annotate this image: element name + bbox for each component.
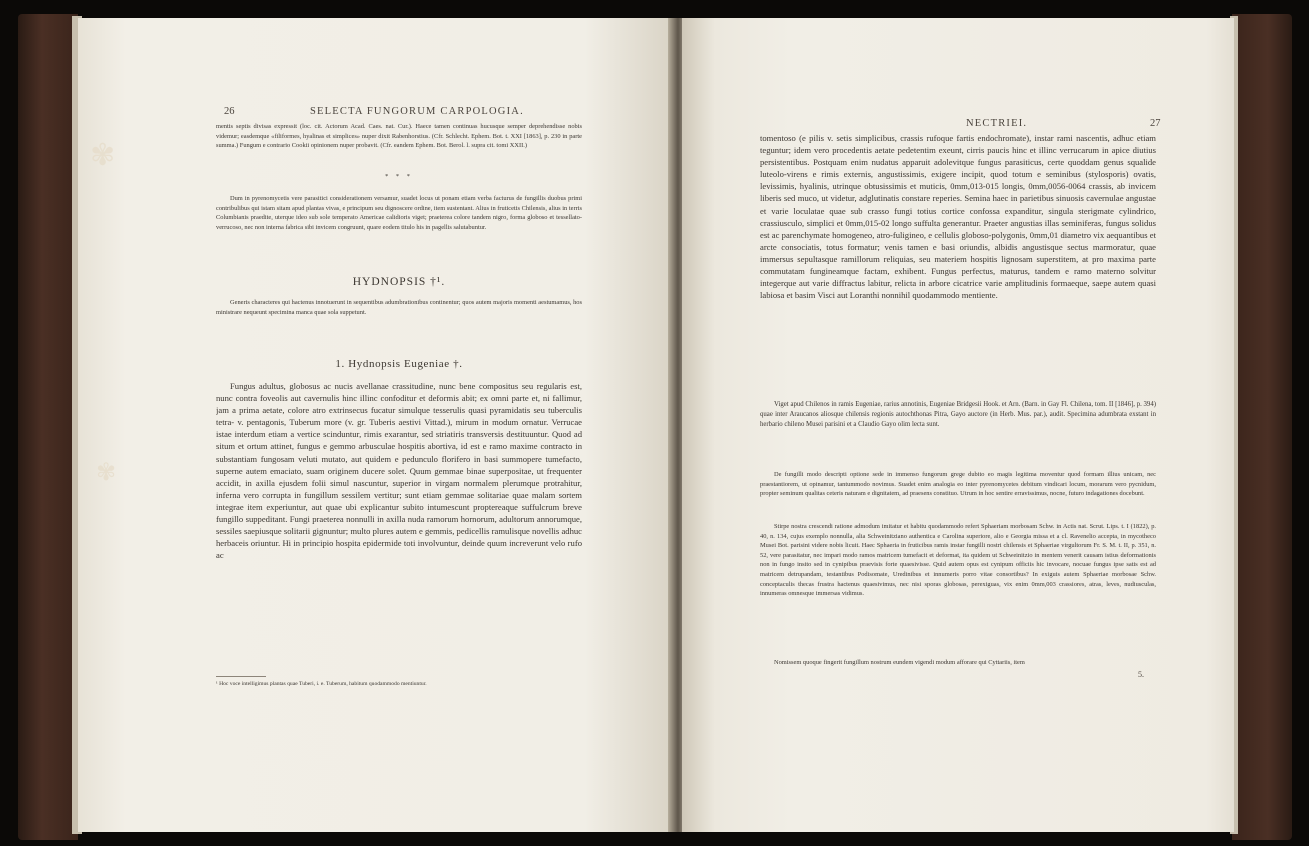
footnote-rule bbox=[216, 676, 266, 677]
running-head: NECTRIEI. bbox=[966, 118, 1028, 129]
right-page bbox=[682, 18, 1234, 832]
foxing-stain-icon: ✾ bbox=[90, 138, 116, 173]
page-number: 27 bbox=[1150, 118, 1161, 129]
species-heading: 1. Hydnopsis Eugeniae †. bbox=[335, 358, 463, 370]
genus-description: Generis characteres qui hactenus innotuerunt in sequentibus adumbrationibus continentur; quos autem majoris momenti aestumamus, hos ministrare nequeunt specimina manca quae sola suppetunt. bbox=[216, 299, 582, 316]
intro-paragraph: mentis septis divisas expressit (loc. cit. Actorum Acad. Caes. nat. Cur.). Haece tamen continuas hucusque semper deprehendisse nobis videmur; easdemque «filiformes, hyalinas et simplices» nuper dixit Rabenhorstius. (Cfr. Schlecht. Ephem. Bot. t. XXI [1863], p. 230 in parte summa.) Fungum e contrario Cookii opinionem nuper probavit. (Cfr. eandem Ephem. Bot. Berol. l. supra cit. tomi XXII.) bbox=[216, 123, 582, 150]
final-line: Nomissem quoque fingerit fungillum nostrum eundem vigendi modum afforare qui Cyttariis, item bbox=[774, 659, 1025, 666]
description-continued: tomentoso (e pilis v. setis simplicibus, crassis rufoque fartis endochromate), instar rami nascentis, adhuc etiam teguntur; idem vero procedentis aetate pedetentim exeunt, cirris paucis hinc et illinc verrucarum in apice diutius persistentibus. Postquam enim nudatus apparuit adolevitque fungus parasiticus, certe quoddam genus squalide luteolo-virens e rimis externis, angustissimis, exigere incipit, quod totum e seminibus (stylosporis) ovatis, levissimis, hyalinis, utrinque obtusissimis et muticis, 0mm,013-015 longis, 0mm,0056-0064 crassis, ab invicem liberis sed muco, ut videtur, adglutinatis constare reperies. Semina haec in parietibus sinuosis cavernulae angustae et varie loculatae quae sub crasso fungi totius cortice confossa expanditur, singula sterigmate cylindrico, crassiusculo, simplici et 0mm,015-02 longo suffulta generantur. Praeter angustias illas seminiferas, fungus solidus est ac parenchymate homogeneo, atro-fuligineo, e cellulis globoso-polygonis, 0mm,01 diametro vix aequantibus et arcte consociatis, totus formatur; venis tamen e basi oriundis, albidis angustisque sectus marmoratur, quae immersus sepultasque ramillorum reliquias, seu materiem hospitis lignosam superstitem, at pro maxima parte commutatam fungineamque factam, exhibent. Fungus perfectus, maturus, tandem e ramo materno solvitur integerque aut varie diffractus labitur, relicta in arbore cicatrice varie amplitudinis formaeque, saepe autem quasi labiosa et basim Visci aut Loranthi nonnihil quodammodo mentiente. bbox=[760, 133, 1156, 301]
footnote: ¹ Hoc voce intelligimus plantas quae Tuberi, i. e. Tuberum, habitum quodammodo mentiuntur. bbox=[216, 681, 427, 687]
left-page bbox=[78, 18, 674, 832]
systematic-remark: De fungilli modo descripti optione sede in immenso fungorum grege dubito eo magis legitima moventur quod formam illius unicam, nec praestantiorem, ut opinamur, tantummodo novimus. Suadet enim analogia eo inter pyrenomycetes debitum vindicari locum, morarum vero pycnidum, propter seminum qualitas ceteris naturam e dignitatem, ad praesens constituo. Utrum in hoc sentire erravissimus, nocne, futuro indagationes docebunt. bbox=[760, 471, 1156, 498]
book-cover-right bbox=[1232, 14, 1292, 840]
running-head: SELECTA FUNGORUM CARPOLOGIA. bbox=[310, 106, 524, 117]
habitat-paragraph: Viget apud Chilenos in ramis Eugeniae, rarius annotinis, Eugeniae Bridgesii Hook. et Arn. (Barn. in Gay Fl. Chilena, tom. II [1846], p. 394) quae inter Araucanos aliosque chilensis regionis autochthonas Pitra, Gayo auctore (in Herb. Mus. par.), audit. Specimina adumbrata exstant in herbario chileno Musei parisini et a Claudio Gayo olim lecta sunt. bbox=[760, 401, 1156, 429]
comparison-paragraph: Stirpe nostra crescendi ratione admodum imitatur et habitu quodammodo refert Sphaeriam morbosam Schw. in Actis nat. Scrut. Lips. t. I (1822), p. 40, n. 134, cujus exemplo nonnulla, alia Schweinitziano authentica e Carolina superiore, alio e Georgia missa et a cl. Ravenelio accepta, in mycotheco Musei Bot. parisini videre nobis licuit. Haec Sphaeria in fruticibus ramis instar fungilli nostri chilensis et Sphaeriae virgultorum Fr. S. M. t. II, p. 351, n. 52, vere parasitatur, nec impari modo ramos matricem tumefacit et deformat, ita quidem ut Schweinitzio in mentem venerit causam istius deformationis non in fungo insito sed in cynipibus praevisis forte quaesivisse. Quid autem opus est cynipum officiis hic invocare, nocuae fungus ipse satis est ad matricem detrupandam, testantibus Podisomate, Uredinibus et innumeris porro vitae consortibus? In exiguis autem Sphaeriae morbosae Schw. conceptaculis thecas frustra hactenus quaesivimus, nec nisi sporas globosas, perexiguas, vix enim 0mm,003 crassiores, atras, leves, nudiusculas, innumeras omnesque immersas vidimus. bbox=[760, 523, 1156, 598]
section-separator: * * * bbox=[385, 173, 413, 180]
preface-paragraph: Dum in pyrenomycetis vere parasitici considerationem versamur, suadet locus ut ponam etiam verba facturus de fungillis duobus primi contribulibus qui istam sitam apud plantas vivas, e principum seu dignoscere ordine, item sustentant. Alius in fruticetis Chilensis, alius in terris Columbianis praedite, uterque ideo sub sole temperato Americae calidioris viget; praeterea colore tandem nigro, forma globoso et tessellato-verrucoso, nec non interna fabrica sibi invicem congruunt, quare eodem titulo his in pagellis salutabuntur. bbox=[216, 195, 582, 231]
genus-heading: HYDNOPSIS †¹. bbox=[352, 276, 446, 288]
species-description: Fungus adultus, globosus ac nucis avellanae crassitudine, nunc bene compositus seu regularis est, nunc contra foveolis aut cavernulis hinc illinc confoditur et deformis abit; ex omni parte et, ni fallimur, jam a prima aetate, colore atro extrinsecus fucatur simulque tesserulis quasi pyramidatis seu tuberculis tetra- v. pentagonis, Tuberum more (v. gr. Tuberis aestivi Vittad.), mirum in modum ornatur. Verrucae istae interdum etiam a vertice scinduntur, rimis exarantur, sed striatiris transversis destituuntur. Quod ad situm et ortum attinet, fungus e gemmo arbusculae hospitis abortiva, id est e ramo maxime contracto in substantiam fungosam veluti mutato, aut quidem e pedunculo florifero in basi summopere tumefacto, superne autem emaciato, suam originem ducere solet. Quum gemmae binae superpositae, ut frequenter accidit, in axilla ejusdem folii simul nascuntur, superior in virgam normalem plerumque protrahitur, inferna vero corrupta in fungillum sessilem vertitur; sunt etiam gemmae solitariae quae malam sortem integrae item experiuntur, aut quae ubi explicantur subito intumescunt proptereaque suffulcrum breve fungillo suppeditant. Fungi praeterea nonnulli in axilla nuda ramorum hornorum, adultorum annorumque, sessiles saepiusque solitarii gignuntur; multo plures autem e gemmis, pedicellis ramulisque novellis adhuc herbaceis oriuntur. Hi in principio hospita epidermide toti involvuntur, deinde quum increverunt velo rufo ac bbox=[216, 381, 582, 561]
signature-mark: 5. bbox=[1138, 670, 1144, 679]
book-cover-left bbox=[18, 14, 78, 840]
page-number: 26 bbox=[224, 106, 235, 117]
foxing-stain-icon: ✾ bbox=[96, 458, 117, 486]
